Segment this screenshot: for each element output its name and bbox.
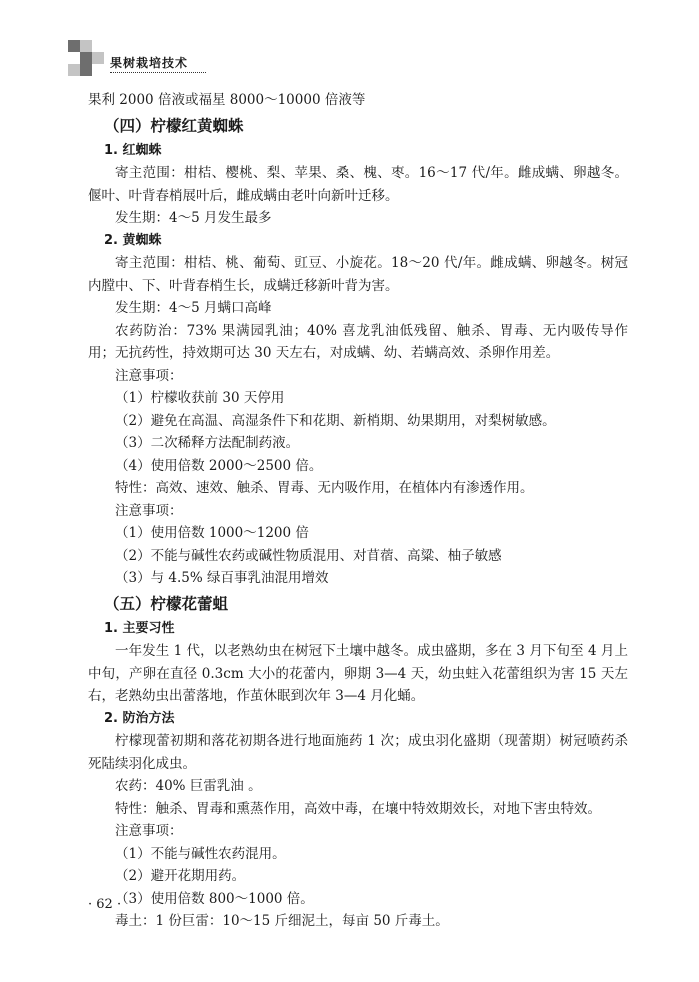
subsection-heading: 1. 主要习性 — [104, 620, 175, 636]
paragraph: （1）柠檬收获前 30 天停用 — [115, 390, 285, 406]
paragraph: 注意事项： — [115, 823, 183, 839]
paragraph: （1）使用倍数 1000～1200 倍 — [115, 525, 309, 541]
header-dotted-rule — [110, 72, 206, 73]
subsection-heading: 2. 黄蜘蛛 — [104, 232, 162, 248]
paragraph: （1）不能与碱性农药混用。 — [115, 845, 286, 862]
section-heading: （五）柠檬花蕾蛆 — [104, 594, 229, 613]
paragraph: （4）使用倍数 2000～2500 倍。 — [115, 457, 323, 474]
paragraph: （3）与 4.5% 绿百事乳油混用增效 — [115, 570, 329, 586]
paragraph: （2）避开花期用药。 — [115, 868, 246, 884]
paragraph: 寄主范围：柑桔、桃、葡萄、豇豆、小旋花。18～20 代/年。雌成螨、卵越冬。树冠内膛中、下、叶背春梢生长，成螨迁移新叶背为害。 — [88, 255, 628, 294]
paragraph: 发生期：4～5 月发生最多 — [115, 210, 272, 226]
subsection-heading: 2. 防治方法 — [104, 710, 175, 726]
paragraph: （3）二次稀释方法配制药液。 — [115, 435, 300, 451]
paragraph: 特性：高效、速效、触杀、胃毒、无内吸作用，在植体内有渗透作用。 — [115, 480, 534, 496]
paragraph: 特性：触杀、胃毒和熏蒸作用，高效中毒，在壤中特效期效长，对地下害虫特效。 — [115, 800, 601, 817]
paragraph: 发生期：4～5 月螨口高峰 — [115, 300, 272, 316]
page-number: · 62 · — [88, 897, 122, 912]
paragraph: 农药：40% 巨雷乳油 。 — [115, 778, 262, 794]
running-header-title: 果树栽培技术 — [110, 56, 189, 70]
page-body — [88, 89, 628, 933]
paragraph: （3）使用倍数 800～1000 倍。 — [115, 890, 314, 907]
paragraph: 注意事项： — [115, 367, 183, 384]
paragraph: 一年发生 1 代，以老熟幼虫在树冠下土壤中越冬。成虫盛期，多在 3 月下旬至 4 月上中旬，产卵在直径 0.3cm 大小的花蕾内，卵期 3—4 天，幼虫蛀入花蕾组织为害 15 天左右，老熟幼虫出蕾落地，作茧休眠到次年 3—4 月化蛹。 — [88, 643, 628, 704]
paragraph: 农药防治：73% 果满园乳油；40% 喜龙乳油低残留、触杀、胃毒、无内吸传导作用；无抗药性，持效期可达 30 天左右，对成螨、幼、若螨高效、杀卵作用差。 — [88, 322, 628, 361]
paragraph: 柠檬现蕾初期和落花初期各进行地面施药 1 次；成虫羽化盛期（现蕾期）树冠喷药杀死陆续羽化成虫。 — [88, 733, 628, 772]
subsection-heading: 1. 红蜘蛛 — [104, 142, 162, 158]
paragraph: （2）不能与碱性农药或碱性物质混用、对苜蓿、高粱、柚子敏感 — [115, 547, 502, 564]
paragraph: 毒土：1 份巨雷：10～15 斤细泥土，每亩 50 斤毒土。 — [115, 913, 449, 929]
paragraph: 寄主范围：柑桔、樱桃、梨、苹果、桑、槐、枣。16～17 代/年。雌成螨、卵越冬。偃叶、叶背春梢展叶后，雌成螨由老叶向新叶迁移。 — [88, 165, 628, 204]
paragraph: 果利 2000 倍液或福星 8000～10000 倍液等 — [88, 92, 366, 108]
section-heading: （四）柠檬红黄蜘蛛 — [104, 116, 244, 135]
paragraph: （2）避免在高温、高湿条件下和花期、新梢期、幼果期用，对梨树敏感。 — [115, 412, 556, 429]
paragraph: 注意事项： — [115, 502, 183, 519]
header-ornament — [68, 40, 104, 80]
